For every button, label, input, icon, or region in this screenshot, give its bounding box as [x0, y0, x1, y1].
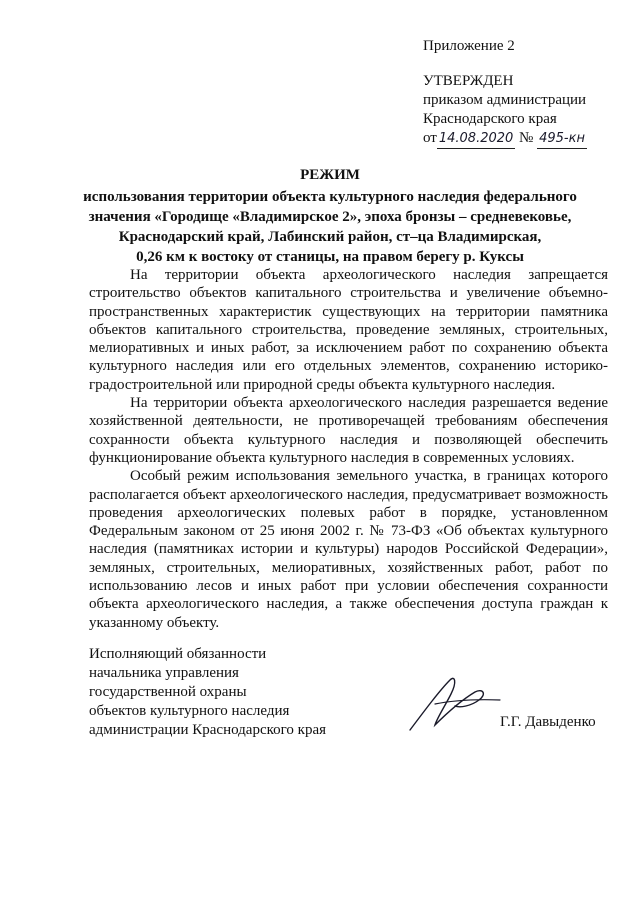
approved-label: УТВЕРЖДЕН: [423, 73, 514, 89]
approved-by-order: приказом администрации: [423, 92, 587, 108]
signatory-line-4: объектов культурного наследия: [89, 703, 290, 719]
approval-block: [423, 37, 587, 149]
approved-region: Краснодарского края: [423, 111, 557, 127]
paragraph-2: На территории объекта археологического наследия разрешается ведение хозяйственной деятельности, не противоречащей требованиям обеспечения сохранности объекта культурного наследия и позволяющей обеспечить функционирование объекта культурного наследия в современных условиях.: [89, 395, 608, 466]
appendix-label: Приложение 2: [423, 38, 515, 54]
document-title: [80, 165, 580, 267]
signatory-name: Г.Г. Давыденко: [500, 714, 596, 730]
title-line-4: 0,26 км к востоку от станицы, на правом берегу р. Куксы: [136, 249, 524, 265]
order-number: 495-кн: [537, 129, 587, 149]
handwritten-signature-icon: [405, 670, 505, 740]
signatory-line-1: Исполняющий обязанности: [89, 646, 267, 662]
signatory-block: [89, 645, 326, 740]
signatory-line-5: администрации Краснодарского края: [89, 722, 327, 738]
paragraph-1: На территории объекта археологического наследия запрещается строительство объектов капитального строительства и увеличение объемно-пространственных характеристик существующих на территории памятника объектов капитального строительства, проведение земляных, строительных, мелиоративных и иных работ, за исключением работ по сохранению объекта культурного наследия или его отдельных элементов, сохранению историко-градостроительной или природной среды объекта культурного наследия.: [89, 267, 608, 393]
signatory-line-3: государственной охраны: [89, 684, 247, 700]
title-line-2: значения «Городище «Владимирское 2», эпоха бронзы – средневековье,: [88, 209, 572, 225]
signatory-line-2: начальника управления: [89, 665, 239, 681]
title-line-1: использования территории объекта культурного наследия федерального: [83, 189, 577, 205]
order-date-line: [423, 129, 587, 149]
title-heading: РЕЖИМ: [300, 167, 360, 183]
title-line-3: Краснодарский край, Лабинский район, ст–ца Владимирская,: [118, 229, 542, 245]
document-body: [89, 266, 608, 632]
number-sign: №: [519, 130, 534, 146]
date-prefix: от: [423, 130, 437, 146]
order-date: 14.08.2020: [437, 129, 515, 149]
paragraph-3: Особый режим использования земельного участка, в границах которого располагается объект археологического наследия, предусматривает возможность проведения археологических полевых работ в порядке, установленном Федеральным законом от 25 июня 2002 г. № 73-ФЗ «Об объектах культурного наследия (памятниках истории и культуры) народов Российской Федерации», земляных, строительных, мелиоративных, хозяйственных работ, работ по использованию лесов и иных работ при условии обеспечения сохранности объекта археологического наследия, а также обеспечения доступа граждан к указанному объекту.: [89, 468, 608, 631]
